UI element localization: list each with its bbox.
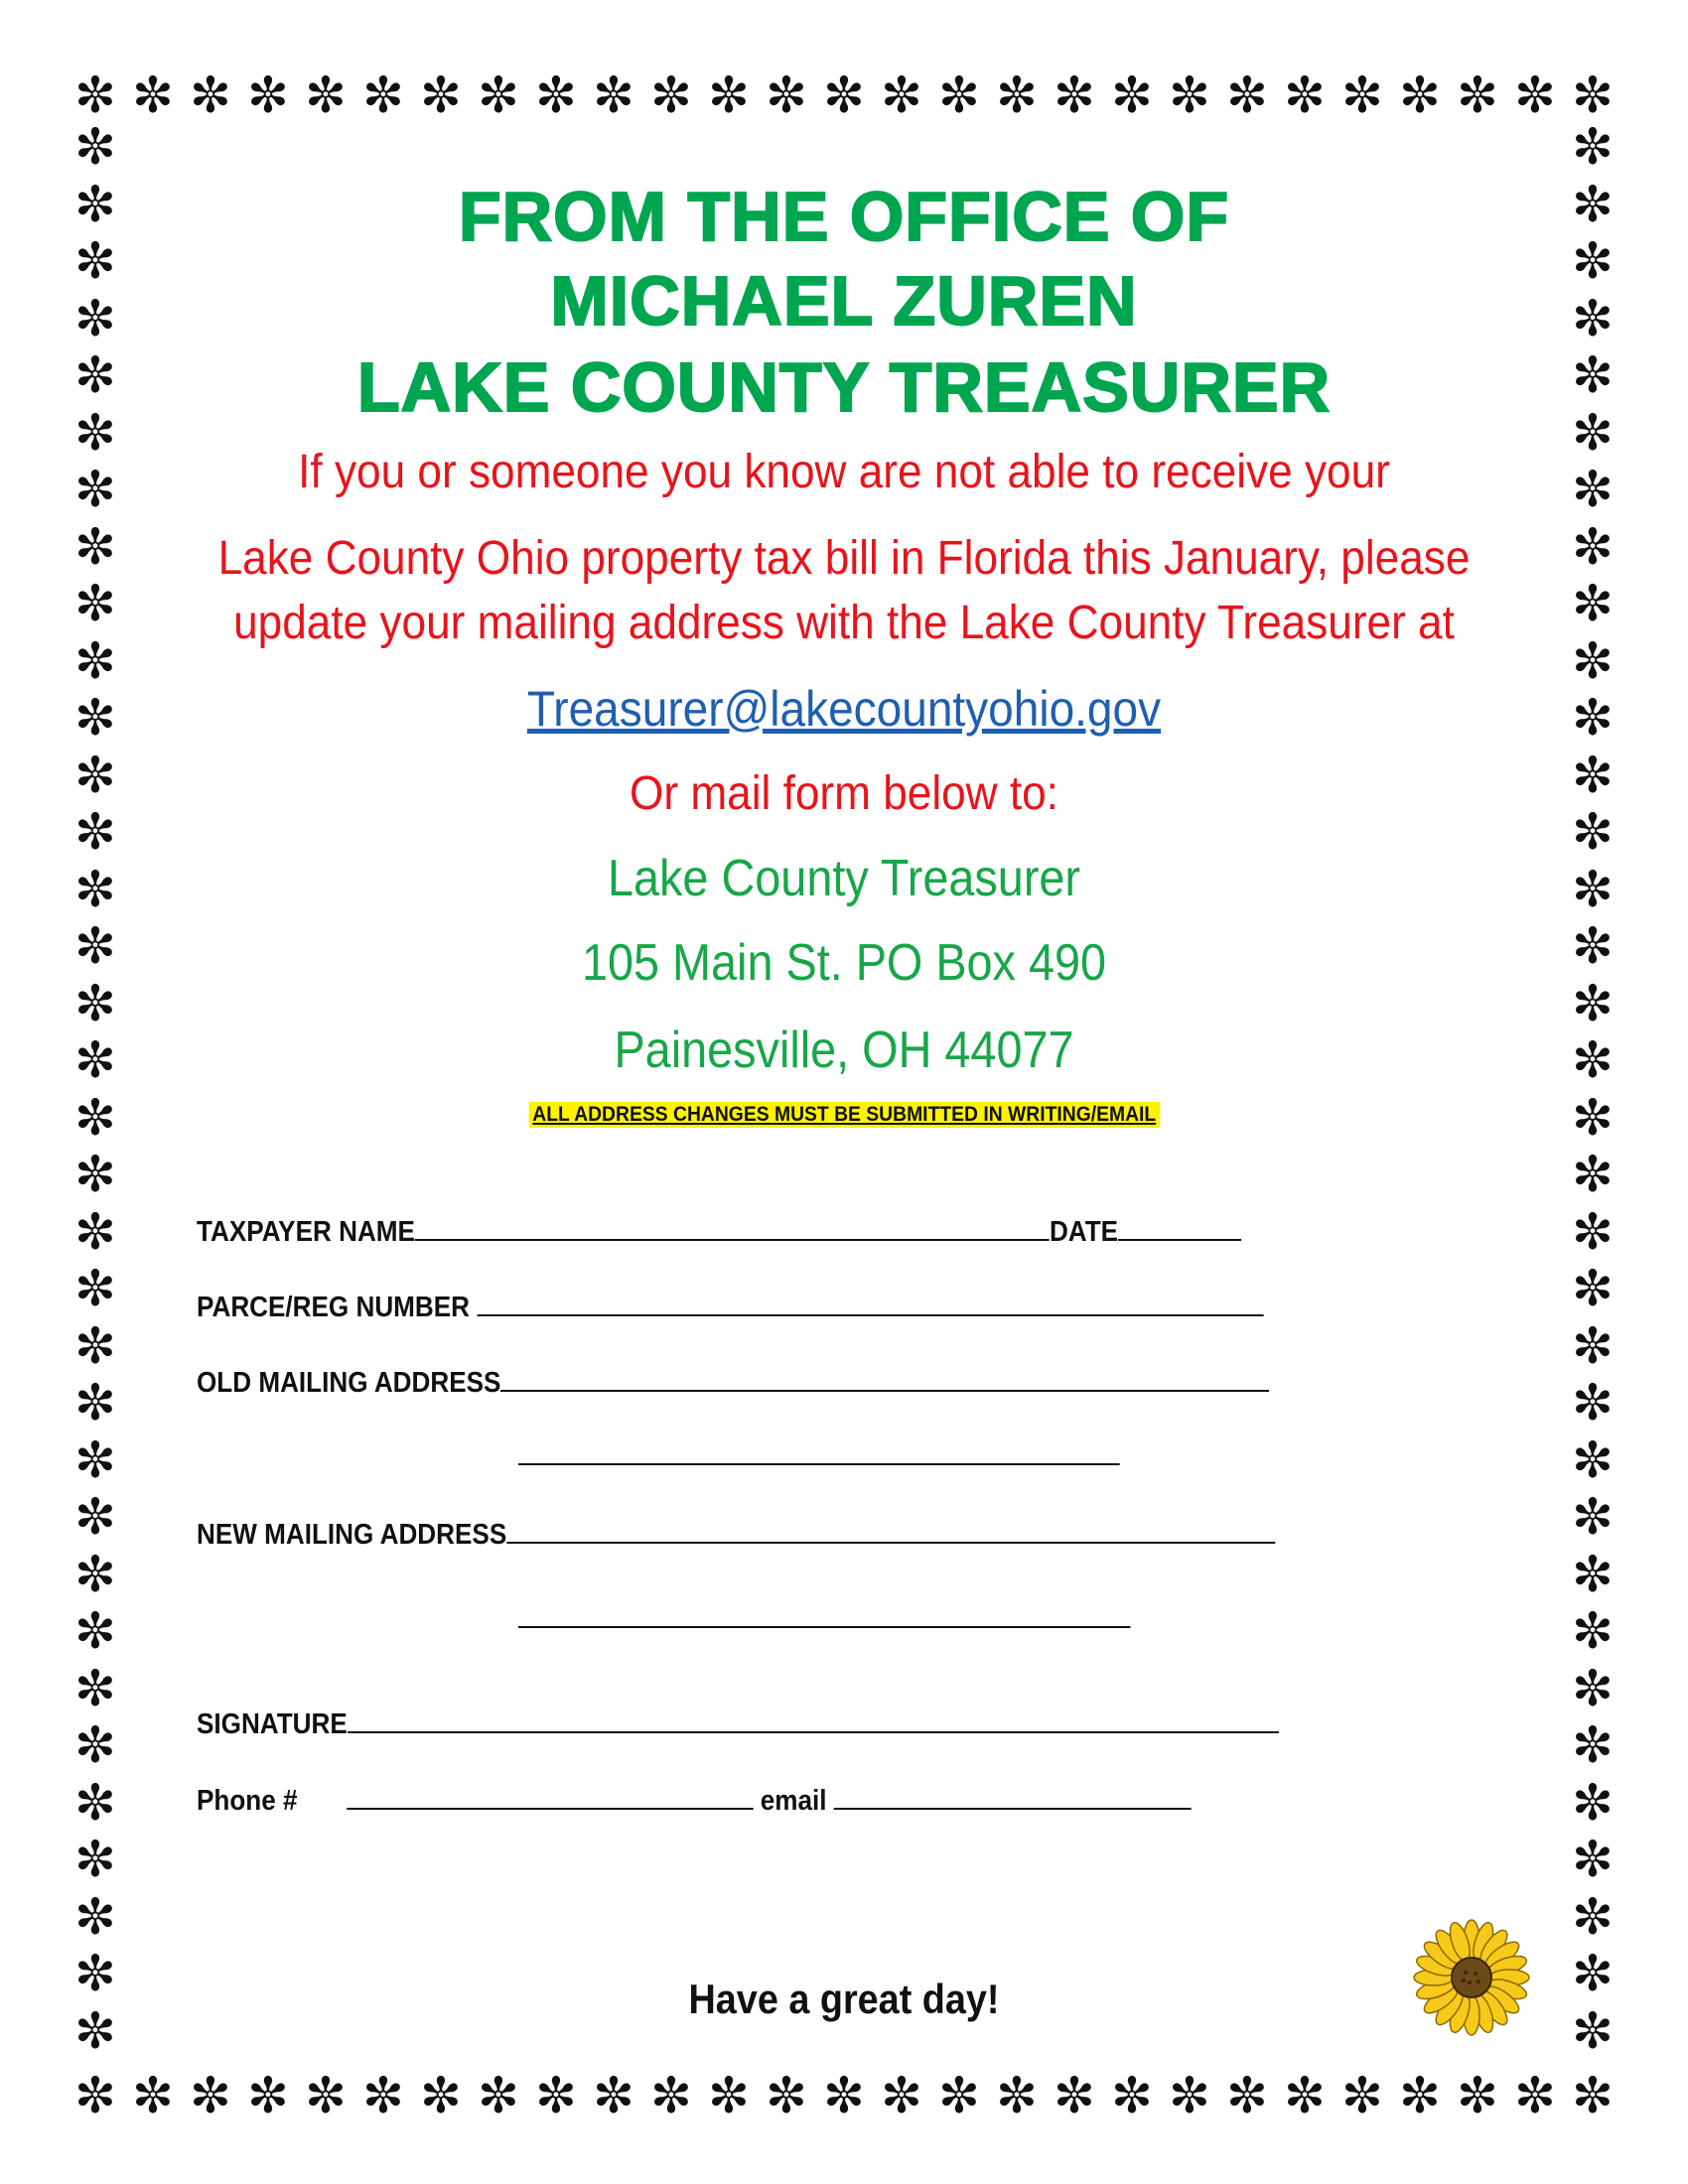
asterisk-flower-icon: ✼ [1572,1202,1614,1261]
taxpayer-name-row [197,1213,1241,1249]
asterisk-flower-icon: ✼ [74,1716,116,1774]
asterisk-flower-icon: ✼ [1572,289,1614,347]
asterisk-flower-icon: ✼ [650,67,692,124]
sunflower-icon [1412,1918,1531,2037]
message-line-1: If you or someone you know are not able to receive your [298,446,1390,498]
asterisk-flower-icon: ✼ [1457,2067,1498,2124]
asterisk-flower-icon: ✼ [247,67,289,124]
asterisk-flower-icon: ✼ [766,67,807,124]
asterisk-flower-icon: ✼ [1572,1374,1614,1432]
old-address-field-2[interactable] [518,1437,1120,1465]
old-address-row-2 [518,1437,1120,1473]
asterisk-flower-icon: ✼ [1169,67,1210,124]
asterisk-flower-icon: ✼ [593,2067,634,2124]
parcel-label: PARCE/REG NUMBER [197,1292,471,1323]
asterisk-flower-icon: ✼ [1572,67,1614,124]
asterisk-flower-icon: ✼ [1572,575,1614,632]
asterisk-flower-icon: ✼ [1572,974,1614,1032]
asterisk-flower-icon: ✼ [1572,1945,1614,2002]
asterisk-flower-icon: ✼ [132,2067,174,2124]
header-line-2: MICHAEL ZUREN [550,262,1138,340]
asterisk-flower-icon: ✼ [1054,2067,1095,2124]
asterisk-flower-icon: ✼ [74,403,116,462]
header-line-3: LAKE COUNTY TREASURER [356,348,1332,426]
old-address-field-1[interactable] [500,1364,1269,1392]
border-top [70,67,1618,124]
asterisk-flower-icon: ✼ [132,67,174,124]
address-street: 105 Main St. PO Box 490 [581,934,1107,992]
asterisk-flower-icon: ✼ [593,67,634,124]
asterisk-flower-icon: ✼ [1111,2067,1153,2124]
asterisk-flower-icon: ✼ [190,2067,231,2124]
notice-wrapper [0,1102,1688,1128]
new-address-row-2 [518,1600,1131,1636]
email-field[interactable] [834,1782,1192,1810]
asterisk-flower-icon: ✼ [1572,1545,1614,1603]
asterisk-flower-icon: ✼ [1226,2067,1268,2124]
asterisk-flower-icon: ✼ [823,2067,865,2124]
asterisk-flower-icon: ✼ [74,1659,116,1717]
asterisk-flower-icon: ✼ [996,67,1038,124]
asterisk-flower-icon: ✼ [74,803,116,861]
asterisk-flower-icon: ✼ [1572,1088,1614,1147]
asterisk-flower-icon: ✼ [1284,2067,1326,2124]
asterisk-flower-icon: ✼ [74,1146,116,1203]
asterisk-flower-icon: ✼ [190,67,231,124]
asterisk-flower-icon: ✼ [823,67,865,124]
asterisk-flower-icon: ✼ [1572,346,1614,404]
phone-label: Phone # [197,1785,298,1817]
asterisk-flower-icon: ✼ [938,2067,980,2124]
message-line-2: Lake County Ohio property tax bill in Florida this January, please [217,532,1471,585]
asterisk-flower-icon: ✼ [1054,67,1095,124]
asterisk-flower-icon: ✼ [305,2067,347,2124]
asterisk-flower-icon: ✼ [362,67,404,124]
asterisk-flower-icon: ✼ [74,1545,116,1603]
asterisk-flower-icon: ✼ [74,746,116,804]
asterisk-flower-icon: ✼ [1572,689,1614,747]
asterisk-flower-icon: ✼ [1572,1260,1614,1317]
asterisk-flower-icon: ✼ [1226,67,1268,124]
asterisk-flower-icon: ✼ [74,1088,116,1147]
asterisk-flower-icon: ✼ [881,2067,922,2124]
asterisk-flower-icon: ✼ [247,2067,289,2124]
asterisk-flower-icon: ✼ [1514,67,1556,124]
asterisk-flower-icon: ✼ [478,2067,519,2124]
asterisk-flower-icon: ✼ [535,67,577,124]
asterisk-flower-icon: ✼ [74,631,116,690]
asterisk-flower-icon: ✼ [74,2001,116,2060]
address-city: Painesville, OH 44077 [614,1022,1074,1079]
asterisk-flower-icon: ✼ [881,67,922,124]
asterisk-flower-icon: ✼ [1341,67,1383,124]
closing-message: Have a great day! [688,1976,1000,2022]
contact-row [197,1782,1192,1818]
asterisk-flower-icon: ✼ [1572,1659,1614,1717]
asterisk-flower-icon: ✼ [1111,67,1153,124]
asterisk-flower-icon: ✼ [938,67,980,124]
asterisk-flower-icon: ✼ [708,67,750,124]
new-address-field-1[interactable] [506,1516,1275,1544]
asterisk-flower-icon: ✼ [74,461,116,518]
new-address-field-2[interactable] [518,1600,1131,1628]
asterisk-flower-icon: ✼ [420,2067,462,2124]
old-address-label: OLD MAILING ADDRESS [197,1367,501,1399]
asterisk-flower-icon: ✼ [1572,461,1614,518]
asterisk-flower-icon: ✼ [1572,631,1614,690]
asterisk-flower-icon: ✼ [1572,1831,1614,1888]
asterisk-flower-icon: ✼ [1572,1431,1614,1489]
asterisk-flower-icon: ✼ [535,2067,577,2124]
asterisk-flower-icon: ✼ [478,67,519,124]
asterisk-flower-icon: ✼ [1341,2067,1383,2124]
asterisk-flower-icon: ✼ [1457,67,1498,124]
asterisk-flower-icon: ✼ [74,517,116,576]
parcel-field[interactable] [477,1289,1263,1316]
asterisk-flower-icon: ✼ [74,1031,116,1089]
asterisk-flower-icon: ✼ [74,1831,116,1888]
asterisk-flower-icon: ✼ [1572,403,1614,462]
asterisk-flower-icon: ✼ [362,2067,404,2124]
asterisk-flower-icon: ✼ [1399,67,1441,124]
asterisk-flower-icon: ✼ [1572,1488,1614,1546]
asterisk-flower-icon: ✼ [1572,860,1614,918]
asterisk-flower-icon: ✼ [1572,118,1614,176]
asterisk-flower-icon: ✼ [74,67,116,124]
asterisk-flower-icon: ✼ [74,1488,116,1546]
asterisk-flower-icon: ✼ [1399,2067,1441,2124]
asterisk-flower-icon: ✼ [74,1945,116,2002]
message-line-3: update your mailing address with the Lake County Treasurer at [233,597,1455,649]
asterisk-flower-icon: ✼ [74,1202,116,1261]
address-name: Lake County Treasurer [607,850,1081,907]
asterisk-flower-icon: ✼ [74,974,116,1032]
border-bottom [70,2067,1618,2124]
asterisk-flower-icon: ✼ [74,2067,116,2124]
asterisk-flower-icon: ✼ [74,917,116,975]
notice-banner: ALL ADDRESS CHANGES MUST BE SUBMITTED IN WRITING/EMAIL [528,1102,1159,1128]
signature-row [197,1706,1279,1741]
asterisk-flower-icon: ✼ [1572,175,1614,233]
email-label: email [760,1785,827,1817]
asterisk-flower-icon: ✼ [1572,517,1614,576]
mail-prompt: Or mail form below to: [630,767,1058,820]
asterisk-flower-icon: ✼ [74,1602,116,1660]
treasurer-email-link[interactable]: Treasurer@lakecountyohio.gov [526,681,1162,737]
asterisk-flower-icon: ✼ [708,2067,750,2124]
asterisk-flower-icon: ✼ [74,1374,116,1432]
date-field[interactable] [1118,1213,1241,1241]
asterisk-flower-icon: ✼ [74,1431,116,1489]
asterisk-flower-icon: ✼ [1572,1887,1614,1946]
asterisk-flower-icon: ✼ [1572,232,1614,290]
asterisk-flower-icon: ✼ [74,575,116,632]
asterisk-flower-icon: ✼ [74,1773,116,1832]
signature-field[interactable] [348,1706,1279,1733]
new-address-row [197,1516,1275,1552]
header-line-1: FROM THE OFFICE OF [458,178,1230,255]
asterisk-flower-icon: ✼ [1572,1602,1614,1660]
taxpayer-name-label: TAXPAYER NAME [197,1216,415,1248]
asterisk-flower-icon: ✼ [74,175,116,233]
asterisk-flower-icon: ✼ [1169,2067,1210,2124]
taxpayer-name-field[interactable] [415,1213,1050,1241]
asterisk-flower-icon: ✼ [1572,1031,1614,1089]
asterisk-flower-icon: ✼ [1572,1146,1614,1203]
asterisk-flower-icon: ✼ [74,346,116,404]
date-label: DATE [1049,1216,1119,1248]
asterisk-flower-icon: ✼ [766,2067,807,2124]
asterisk-flower-icon: ✼ [1572,2001,1614,2060]
asterisk-flower-icon: ✼ [74,289,116,347]
asterisk-flower-icon: ✼ [74,1316,116,1375]
asterisk-flower-icon: ✼ [1572,2067,1614,2124]
signature-label: SIGNATURE [197,1708,348,1740]
old-address-row [197,1364,1269,1400]
asterisk-flower-icon: ✼ [1284,67,1326,124]
asterisk-flower-icon: ✼ [1514,2067,1556,2124]
parcel-row [197,1289,1263,1324]
asterisk-flower-icon: ✼ [420,67,462,124]
asterisk-flower-icon: ✼ [996,2067,1038,2124]
new-address-label: NEW MAILING ADDRESS [197,1519,507,1551]
asterisk-flower-icon: ✼ [1572,1716,1614,1774]
asterisk-flower-icon: ✼ [1572,746,1614,804]
asterisk-flower-icon: ✼ [1572,1316,1614,1375]
asterisk-flower-icon: ✼ [74,232,116,290]
asterisk-flower-icon: ✼ [74,689,116,747]
asterisk-flower-icon: ✼ [1572,1773,1614,1832]
asterisk-flower-icon: ✼ [1572,917,1614,975]
asterisk-flower-icon: ✼ [74,1260,116,1317]
asterisk-flower-icon: ✼ [74,860,116,918]
asterisk-flower-icon: ✼ [305,67,347,124]
asterisk-flower-icon: ✼ [74,118,116,176]
asterisk-flower-icon: ✼ [1572,803,1614,861]
asterisk-flower-icon: ✼ [650,2067,692,2124]
asterisk-flower-icon: ✼ [74,1887,116,1946]
phone-field[interactable] [347,1782,754,1810]
